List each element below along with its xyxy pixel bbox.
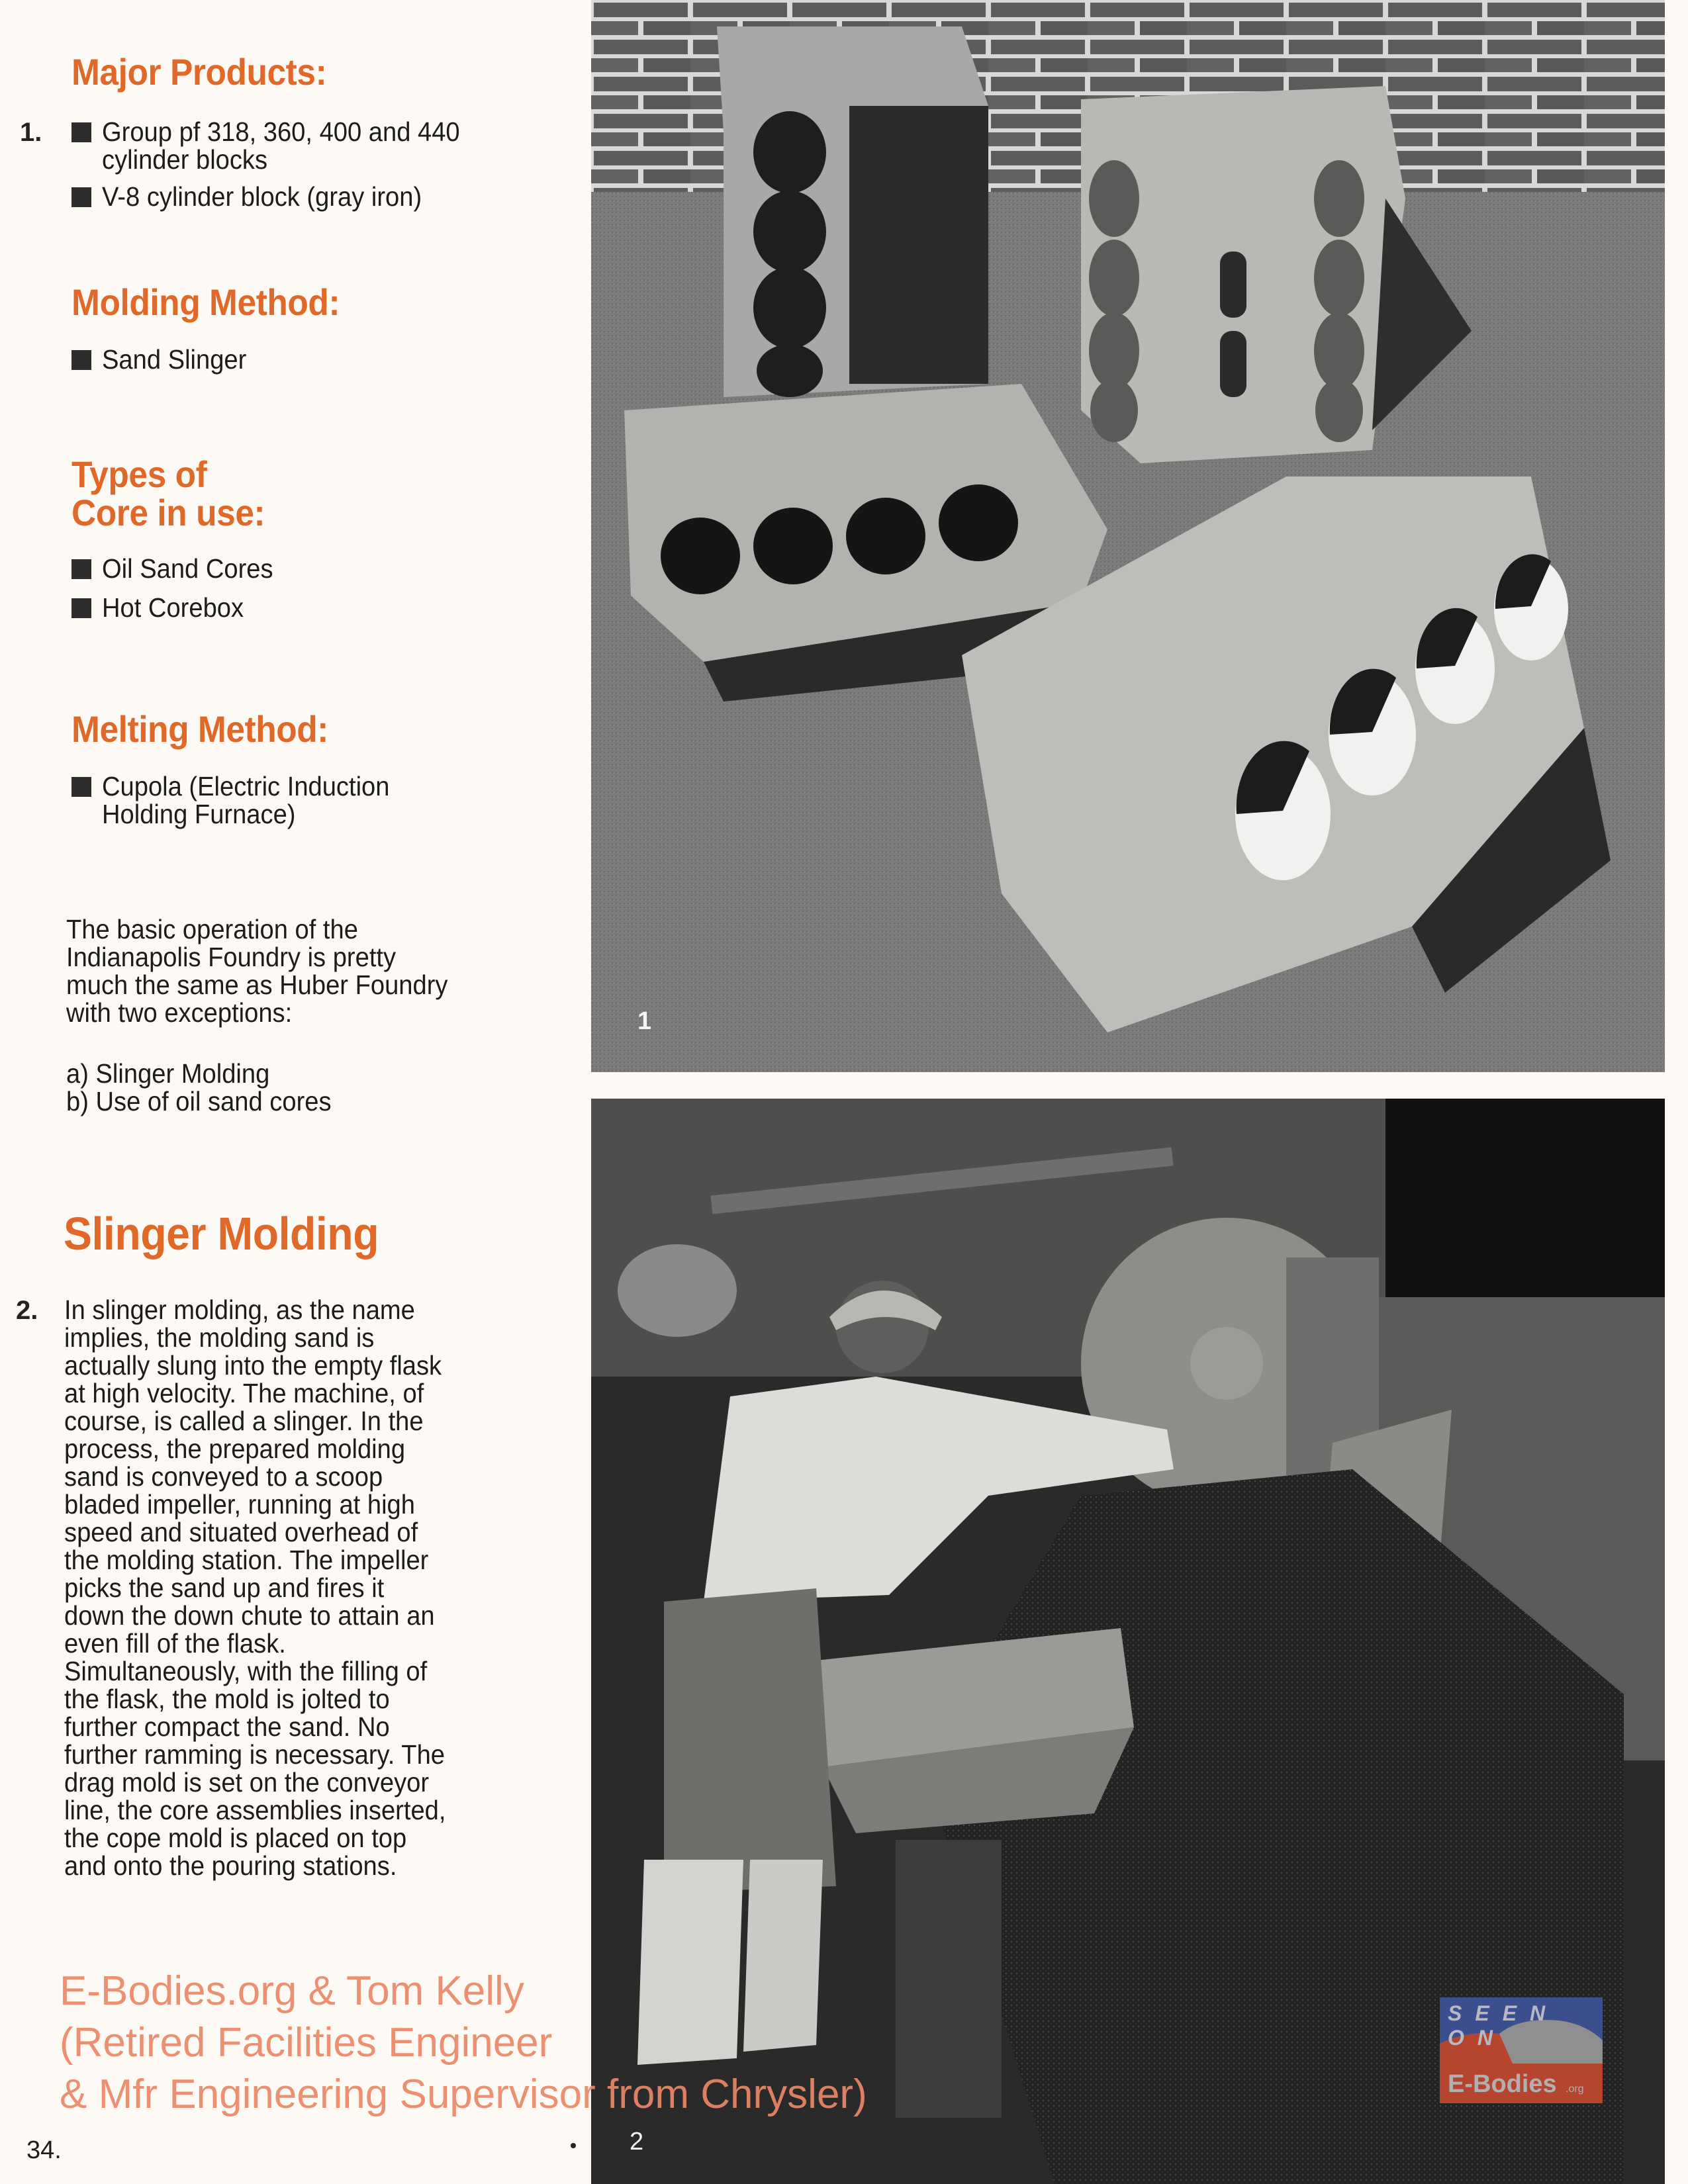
heading-major-products: Major Products: <box>71 51 327 93</box>
molding-item-text: Sand Slinger <box>102 344 247 375</box>
heading-slinger-molding: Slinger Molding <box>64 1208 379 1259</box>
product-item <box>71 118 487 173</box>
item-number-2: 2. <box>16 1296 38 1325</box>
square-bullet-icon <box>71 559 91 579</box>
square-bullet-icon <box>71 187 91 207</box>
slinger-paragraph: In slinger molding, as the name implies, the molding sand is actually slung into the empty flask at high velocity. The machine, of course, is called a slinger. In the process, the prepared molding sand is conveyed to a scoop bladed impeller, running at high speed and situated overhead of the molding station. The impeller picks the sand up and fires it down the down chute to attain an even fill of the flask. Simultaneously, with the filling of the flask, the mold is jolted to further compact the sand. No further ramming is necessary. The drag mold is set on the conveyor line, the core assemblies inserted, the cope mold is placed on top and onto the pouring stations. <box>64 1295 446 1881</box>
logo-top-text: SEEN ON <box>1448 2001 1559 2050</box>
figure-number-1: 1 <box>637 1007 652 1035</box>
engine-blocks-illustration <box>591 0 1665 1072</box>
product-item-text: V-8 cylinder block (gray iron) <box>102 181 422 212</box>
page-number: 34. <box>26 2136 62 2164</box>
heading-core-types: Types of Core in use: <box>71 453 265 533</box>
square-bullet-icon <box>71 122 91 142</box>
decorative-dot <box>571 2143 576 2148</box>
seen-on-ebodies-logo <box>1440 1997 1603 2103</box>
molding-item <box>71 345 258 373</box>
product-item <box>71 183 446 210</box>
exceptions-list: a) Slinger Molding b) Use of oil sand cores <box>66 1058 332 1116</box>
product-item-text: Group pf 318, 360, 400 and 440 cylinder blocks <box>102 116 460 175</box>
core-item <box>71 555 286 582</box>
core-item-text: Hot Corebox <box>102 592 244 623</box>
square-bullet-icon <box>71 598 91 618</box>
logo-suffix-text: .org <box>1566 2083 1584 2095</box>
core-item <box>71 594 254 621</box>
watermark-credit: E-Bodies.org & Tom Kelly (Retired Facilities Engineer & Mfr Engineering Supervisor from Chrysler) <box>60 1968 867 2117</box>
core-item-text: Oil Sand Cores <box>102 553 273 584</box>
photo-engine-blocks <box>591 0 1665 1072</box>
melting-item-text: Cupola (Electric Induction Holding Furnace) <box>102 771 390 829</box>
melting-item <box>71 772 411 828</box>
heading-molding-method: Molding Method: <box>71 281 340 323</box>
intro-paragraph: The basic operation of the Indianapolis Foundry is pretty much the same as Huber Foundry with two exceptions: <box>66 914 448 1028</box>
square-bullet-icon <box>71 777 91 797</box>
square-bullet-icon <box>71 350 91 370</box>
item-number-1: 1. <box>20 118 42 147</box>
figure-number-2: 2 <box>630 2128 644 2156</box>
heading-melting-method: Melting Method: <box>71 708 329 750</box>
logo-bottom-text: E-Bodies <box>1448 2070 1557 2098</box>
